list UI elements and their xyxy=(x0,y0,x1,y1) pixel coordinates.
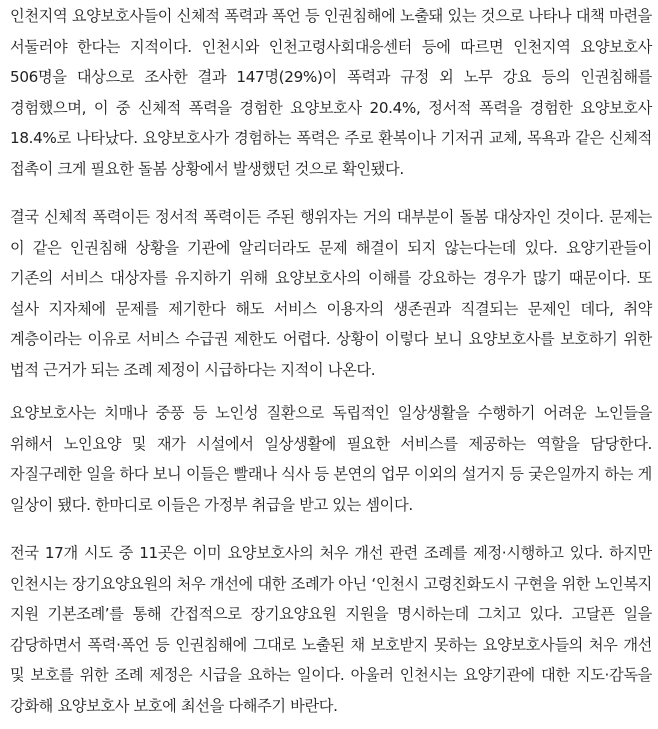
paragraph-3: 요양보호사는 치매나 중풍 등 노인성 질환으로 독립적인 일상생활을 수행하기 어려운 노인들을 위해서 노인요양 및 재가 시설에서 일상생활에 필요한 서비스를 제공하는 역할을 담당한다. 자질구레한 일을 하다 보니 이들은 빨래나 식사 등 본연의 업무 이외의 설거지 등 궂은일까지 하는 게 일상이 됐다. 한마디로 이들은 가정부 취급을 받고 있는 셈이다. xyxy=(10,404,652,514)
paragraph-2: 결국 신체적 폭력이든 정서적 폭력이든 주된 행위자는 거의 대부분이 돌봄 대상자인 것이다. 문제는 이 같은 인권침해 상황을 기관에 알리더라도 문제 해결이 되지 않는다는데 있다. 요양기관들이 기존의 서비스 대상자를 유지하기 위해 요양보호사의 이해를 강요하는 경우가 많기 때문이다. 또 설사 지자체에 문제를 제기한다 해도 서비스 이용자의 생존권과 직결되는 문제인 데다, 취약 계층이라는 이유로 서비스 수급권 제한도 어렵다. 상황이 이렇다 보니 요양보호사를 보호하기 위한 법적 근거가 되는 조례 제정이 시급하다는 지적이 나온다. xyxy=(10,208,652,379)
paragraph-4: 전국 17개 시도 중 11곳은 이미 요양보호사의 처우 개선 관련 조례를 제정·시행하고 있다. 하지만 인천시는 장기요양요원의 처우 개선에 대한 조례가 아닌 ‘인천시 고령친화도시 구현을 위한 노인복지 지원 기본조례’를 통해 간접적으로 장기요양요원 지원을 명시하는데 그치고 있다. 고달픈 일을 감당하면서 폭력·폭언 등 인권침해에 그대로 노출된 채 보호받지 못하는 요양보호사들의 처우 개선 및 보호를 위한 조례 제정은 시급을 요하는 일이다. 아울러 인천시는 요양기관에 대한 지도·감독을 강화해 요양보호사 보호에 최선을 다해주기 바란다. xyxy=(10,544,652,715)
paragraph-1: 인천지역 요양보호사들이 신체적 폭력과 폭언 등 인권침해에 노출돼 있는 것으로 나타나 대책 마련을 서둘러야 한다는 지적이다. 인천시와 인천고령사회대응센터 등에 따르면 인천지역 요양보호사 506명을 대상으로 조사한 결과 147명(29%)이 폭력과 규정 외 노무 강요 등의 인권침해를 경험했으며, 이 중 신체적 폭력을 경험한 요양보호사 20.4%, 정서적 폭력을 경험한 요양보호사 18.4%로 나타났다. 요양보호사가 경험하는 폭력은 주로 환복이나 기저귀 교체, 목욕과 같은 신체적 접촉이 크게 필요한 돌봄 상황에서 발생했던 것으로 확인됐다. xyxy=(10,7,652,178)
